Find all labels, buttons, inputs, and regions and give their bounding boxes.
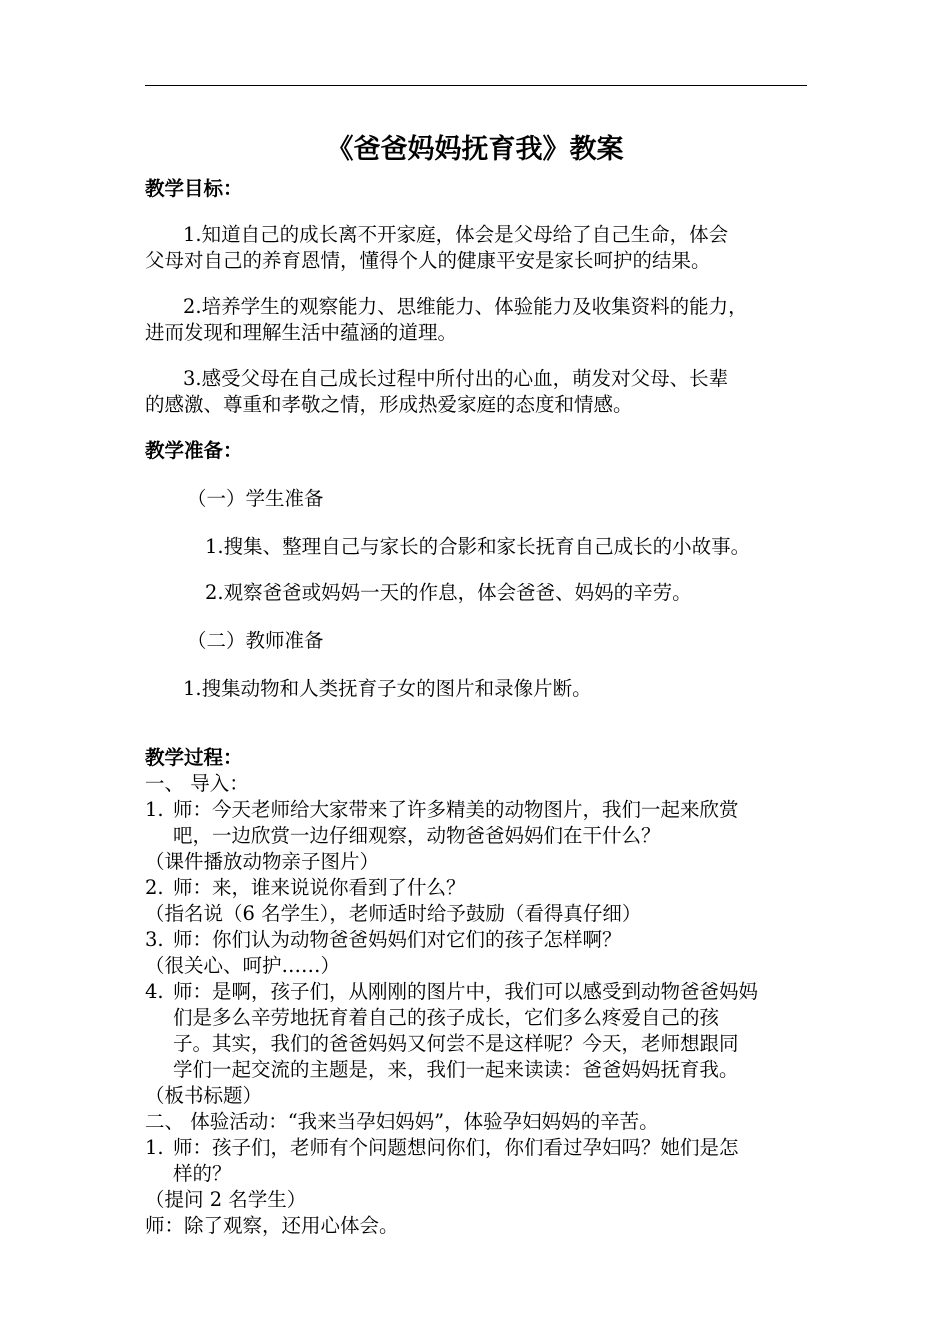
item-line: 师：是啊，孩子们，从刚刚的图片中，我们可以感受到动物爸爸妈妈 (173, 980, 759, 1003)
item-line: 吧，一边欣赏一边仔细观察，动物爸爸妈妈们在干什么？ (173, 824, 661, 847)
item-line: 师：孩子们，老师有个问题想问你们，你们看过孕妇吗？她们是怎 (173, 1136, 739, 1159)
objective-3-line-2: 的感激、尊重和孝敬之情，形成热爱家庭的态度和情感。 (145, 393, 633, 416)
process-heading: 教学过程： (145, 746, 243, 769)
item-number: 3. (145, 928, 164, 951)
student-prep-item-2: 2.观察爸爸或妈妈一天的作息，体会爸爸、妈妈的辛劳。 (205, 581, 692, 604)
item-line: 样的？ (173, 1162, 232, 1185)
objectives-heading: 教学目标： (145, 177, 243, 200)
objective-1-line-1: 1.知道自己的成长离不开家庭，体会是父母给了自己生命，体会 (183, 223, 729, 246)
process-note-5: （提问 2 名学生） (145, 1188, 307, 1211)
item-number: 1. (145, 1136, 164, 1159)
item-line: 师：你们认为动物爸爸妈妈们对它们的孩子怎样啊？ (173, 928, 622, 951)
teacher-prep-heading: （二）教师准备 (187, 629, 324, 652)
item-line: 师：来，谁来说说你看到了什么？ (173, 876, 466, 899)
document-title: 《爸爸妈妈抚育我》教案 (326, 134, 624, 165)
item-number: 4. (145, 980, 164, 1003)
header-rule (145, 85, 807, 86)
student-prep-heading: （一）学生准备 (187, 487, 324, 510)
process-note-1: （课件播放动物亲子图片） (145, 850, 380, 873)
objective-2-line-1: 2.培养学生的观察能力、思维能力、体验能力及收集资料的能力， (183, 295, 748, 318)
process-note-3: （很关心、呵护……） (145, 954, 341, 977)
process-note-2: （指名说（6 名学生），老师适时给予鼓励（看得真仔细） (145, 902, 642, 925)
teacher-prep-item-1: 1.搜集动物和人类抚育子女的图片和录像片断。 (183, 677, 592, 700)
item-line: 子。其实，我们的爸爸妈妈又何尝不是这样呢？今天，老师想跟同 (173, 1032, 739, 1055)
student-prep-item-1: 1.搜集、整理自己与家长的合影和家长抚育自己成长的小故事。 (205, 535, 751, 558)
item-number: 1. (145, 798, 164, 821)
item-line: 学们一起交流的主题是，来，我们一起来读读：爸爸妈妈抚育我。 (173, 1058, 739, 1081)
objective-2-line-2: 进而发现和理解生活中蕴涵的道理。 (145, 321, 458, 344)
objective-3-line-1: 3.感受父母在自己成长过程中所付出的心血，萌发对父母、长辈 (183, 367, 729, 390)
process-closing-line: 师：除了观察，还用心体会。 (145, 1214, 399, 1237)
objective-1-line-2: 父母对自己的养育恩情，懂得个人的健康平安是家长呵护的结果。 (145, 249, 711, 272)
item-number: 2. (145, 876, 164, 899)
preparation-heading: 教学准备： (145, 439, 243, 462)
section-2-heading: 二、 体验活动：“我来当孕妇妈妈”，体验孕妇妈妈的辛苦。 (145, 1110, 659, 1133)
process-note-4: （板书标题） (145, 1084, 263, 1107)
item-line: 们是多么辛劳地抚育着自己的孩子成长，它们多么疼爱自己的孩 (173, 1006, 720, 1029)
item-line: 师：今天老师给大家带来了许多精美的动物图片，我们一起来欣赏 (173, 798, 739, 821)
section-1-heading: 一、 导入： (145, 772, 249, 795)
